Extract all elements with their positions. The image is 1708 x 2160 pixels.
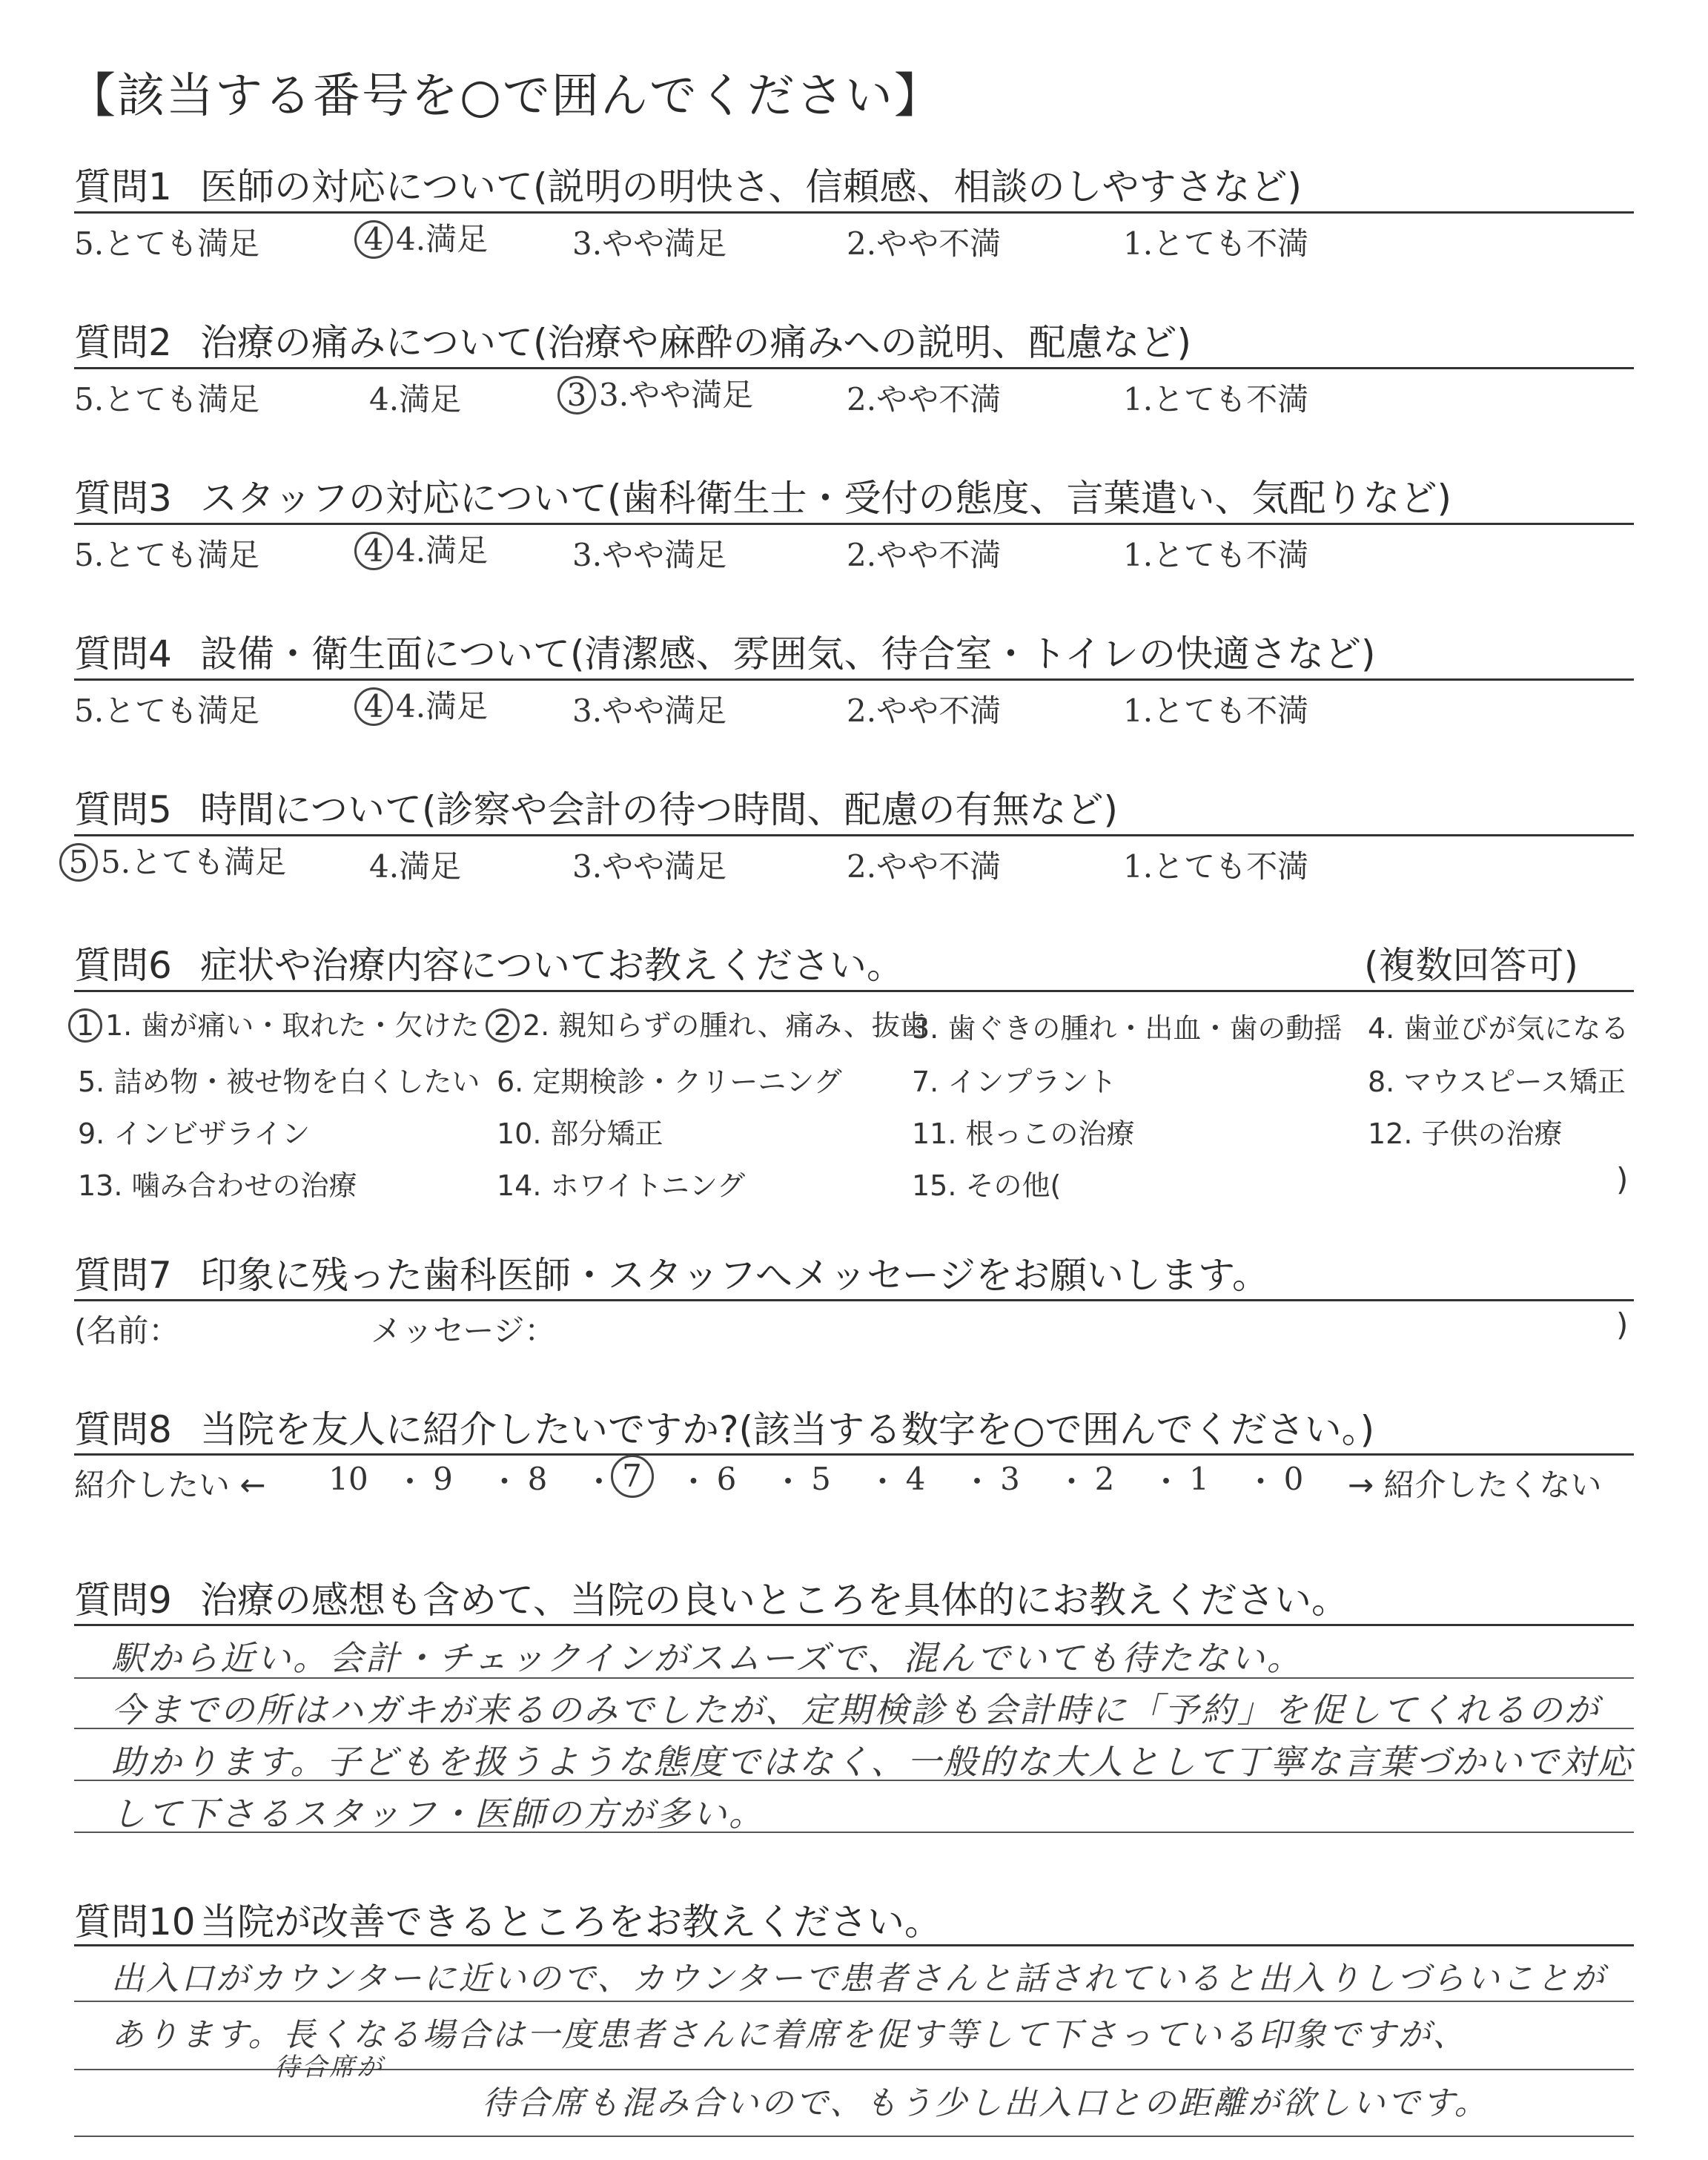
question-text: 治療の痛みについて(治療や麻酔の痛みへの説明、配慮など): [200, 321, 1192, 364]
page-title: 【該当する番号を○で囲んでください】: [68, 69, 943, 124]
question-number: 質問1: [74, 165, 172, 208]
scale-separator: ・: [772, 1464, 804, 1500]
divider: [74, 211, 1634, 214]
q6-item-5[interactable]: 5. 詰め物・被せ物を白くしたい: [78, 1066, 480, 1098]
question-10-title: [74, 1892, 941, 1946]
question-4-title: [74, 624, 1376, 678]
q9-answer-line-1: 駅から近い。会計・チェックインがスムーズで、混んでいても待たない。: [111, 1638, 1303, 1678]
multiple-answers-note: (複数回答可): [1364, 944, 1579, 987]
q6-item-11[interactable]: 11. 根っこの治療: [912, 1117, 1135, 1150]
q1-option-4-selected[interactable]: 4 4.満足: [354, 215, 488, 260]
selection-circle: 4: [354, 532, 393, 570]
divider: [74, 990, 1634, 992]
divider: [74, 523, 1634, 525]
question-text: 当院を友人に紹介したいですか?(該当する数字を○で囲んでください。): [200, 1408, 1375, 1451]
divider: [74, 367, 1634, 369]
scale-value-7[interactable]: [610, 1455, 655, 1498]
q3-option-2[interactable]: 2.やや不満: [847, 537, 1002, 573]
q6-item-7[interactable]: 7. インプラント: [912, 1066, 1117, 1098]
question-6-title: [74, 936, 904, 989]
q1-option-5[interactable]: 5.とても満足: [74, 225, 260, 262]
q3-option-3[interactable]: 3.やや満足: [572, 537, 727, 573]
selection-circle: 4: [354, 220, 393, 259]
divider: [74, 1624, 1634, 1626]
question-text: 設備・衛生面について(清潔感、雰囲気、待合室・トイレの快適さなど): [200, 633, 1376, 676]
scale-separator: ・: [489, 1464, 520, 1500]
scale-value-8[interactable]: 8: [527, 1461, 548, 1497]
question-text: 当院が改善できるところをお教えください。: [200, 1900, 941, 1943]
question-text: 症状や治療内容についてお教えください。: [200, 944, 904, 987]
divider: [74, 1453, 1634, 1456]
q6-item-9[interactable]: 9. インビザライン: [78, 1117, 311, 1150]
scale-separator: ・: [867, 1464, 898, 1500]
message-label: メッセージ：: [371, 1312, 556, 1349]
question-text: 治療の感想も含めて、当院の良いところを具体的にお教えください。: [200, 1579, 1348, 1622]
q6-item-15[interactable]: 15. その他(: [912, 1169, 1062, 1202]
recommend-right-label: → 紹介したくない: [1348, 1467, 1602, 1503]
scale-value-9[interactable]: 9: [433, 1461, 453, 1497]
selection-circle: 5: [59, 843, 98, 882]
q9-answer-line-2: 今までの所はハガキが来るのみでしたが、定期検診も会計時に「予約」を促してくれるのが: [111, 1690, 1601, 1730]
question-number: 質問2: [74, 321, 172, 364]
scale-separator: ・: [961, 1464, 993, 1500]
q4-option-5[interactable]: 5.とても満足: [74, 693, 260, 729]
scale-value-0[interactable]: 0: [1283, 1461, 1304, 1497]
q6-item-10[interactable]: 10. 部分矯正: [497, 1117, 663, 1150]
q5-option-2[interactable]: 2.やや不満: [847, 848, 1002, 885]
question-8-title: [74, 1400, 1374, 1453]
question-number: 質問5: [74, 788, 172, 831]
question-1-title: [74, 157, 1302, 211]
scale-value-2[interactable]: 2: [1094, 1461, 1115, 1497]
q4-option-1[interactable]: 1.とても不満: [1123, 693, 1309, 729]
divider: [74, 1944, 1634, 1946]
scale-value-10[interactable]: 10: [328, 1461, 368, 1497]
q1-option-1[interactable]: 1.とても不満: [1123, 225, 1309, 262]
q1-option-2[interactable]: 2.やや不満: [847, 225, 1002, 262]
q6-item-4[interactable]: 4. 歯並びが気になる: [1368, 1012, 1629, 1045]
answer-line: [74, 2001, 1634, 2002]
q5-option-4[interactable]: 4.満足: [369, 848, 462, 885]
question-5-title: [74, 780, 1118, 833]
question-2-title: [74, 313, 1191, 366]
q2-option-5[interactable]: 5.とても満足: [74, 381, 260, 417]
question-9-title: [74, 1571, 1348, 1624]
scale-value-3[interactable]: 3: [1000, 1461, 1020, 1497]
q6-item-3[interactable]: 3. 歯ぐきの腫れ・出血・歯の動揺: [912, 1012, 1343, 1045]
question-text: スタッフの対応について(歯科衛生士・受付の態度、言葉遣い、気配りなど): [200, 477, 1452, 520]
q2-option-1[interactable]: 1.とても不満: [1123, 381, 1309, 417]
message-close-paren: ): [1616, 1307, 1629, 1343]
q2-option-3-selected[interactable]: 3 3.やや満足: [557, 371, 753, 415]
question-text: 時間について(診察や会計の待つ時間、配慮の有無など): [200, 788, 1119, 831]
q5-option-1[interactable]: 1.とても不満: [1123, 848, 1309, 885]
q5-option-5-selected[interactable]: 5 5.とても満足: [59, 838, 286, 882]
selection-circle: 7: [611, 1455, 654, 1498]
q6-item-8[interactable]: 8. マウスピース矯正: [1368, 1066, 1626, 1098]
question-number: 質問6: [74, 944, 172, 987]
scale-separator: ・: [678, 1464, 709, 1500]
q10-answer-line-1: 出入口がカウンターに近いので、カウンターで患者さんと話されていると出入りしづらいことが: [111, 1960, 1606, 1998]
q4-option-4-selected[interactable]: 4 4.満足: [354, 682, 488, 727]
q3-option-1[interactable]: 1.とても不満: [1123, 537, 1309, 573]
q6-item-14[interactable]: 14. ホワイトニング: [497, 1169, 746, 1202]
scale-separator: ・: [1245, 1464, 1277, 1500]
scale-separator: ・: [1151, 1464, 1182, 1500]
q10-answer-line-3: 待合席も混み合いので、もう少し出入口との距離が欲しいです。: [482, 2084, 1489, 2122]
scale-value-4[interactable]: 4: [905, 1461, 926, 1497]
divider: [74, 834, 1634, 836]
q6-item-12[interactable]: 12. 子供の治療: [1368, 1117, 1563, 1150]
selection-circle: 1: [68, 1008, 102, 1043]
q3-option-5[interactable]: 5.とても満足: [74, 537, 260, 573]
q4-option-3[interactable]: 3.やや満足: [572, 693, 727, 729]
q1-option-3[interactable]: 3.やや満足: [572, 225, 727, 262]
q2-option-4[interactable]: 4.満足: [369, 381, 462, 417]
scale-separator: ・: [583, 1464, 615, 1500]
q9-answer-line-4: して下さるスタッフ・医師の方が多い。: [111, 1794, 765, 1834]
q3-option-4-selected[interactable]: 4 4.満足: [354, 526, 488, 571]
question-number: 質問4: [74, 633, 172, 676]
scale-value-6[interactable]: 6: [716, 1461, 737, 1497]
scale-value-5[interactable]: 5: [811, 1461, 831, 1497]
question-number: 質問9: [74, 1579, 172, 1622]
selection-circle: 3: [557, 376, 596, 415]
q5-option-3[interactable]: 3.やや満足: [572, 848, 727, 885]
recommend-left-label: 紹介したい ←: [74, 1467, 266, 1503]
question-number: 質問7: [74, 1254, 172, 1297]
scale-separator: ・: [394, 1464, 426, 1500]
q9-answer-line-3: 助かります。子どもを扱うような態度ではなく、一般的な大人として丁寧な言葉づかいで対応: [111, 1742, 1634, 1782]
question-7-title: [74, 1246, 1269, 1299]
divider: [74, 1299, 1634, 1301]
name-label: (名前：: [74, 1312, 180, 1349]
answer-line: [74, 2136, 1634, 2137]
q6-other-close-paren: ): [1616, 1161, 1629, 1198]
question-3-title: [74, 469, 1452, 522]
q10-insert-note: 待合席が: [274, 2052, 384, 2082]
q6-item-1-selected[interactable]: 1 1. 歯が痛い・取れた・欠けた: [68, 1003, 479, 1043]
question-number: 質問3: [74, 477, 172, 520]
question-number: 質問10: [74, 1900, 196, 1943]
question-text: 印象に残った歯科医師・スタッフへメッセージをお願いします。: [200, 1254, 1269, 1297]
q6-item-6[interactable]: 6. 定期検診・クリーニング: [497, 1066, 842, 1098]
q6-item-2-selected[interactable]: 2 2. 親知らずの腫れ、痛み、抜歯: [486, 1003, 928, 1043]
selection-circle: 2: [486, 1008, 520, 1043]
q2-option-2[interactable]: 2.やや不満: [847, 381, 1002, 417]
q4-option-2[interactable]: 2.やや不満: [847, 693, 1002, 729]
question-text: 医師の対応について(説明の明快さ、信頼感、相談のしやすさなど): [200, 165, 1302, 208]
selection-circle: 4: [354, 687, 393, 726]
scale-separator: ・: [1056, 1464, 1088, 1500]
question-number: 質問8: [74, 1408, 172, 1451]
q10-answer-line-2: あります。長くなる場合は一度患者さんに着席を促す等して下さっている印象ですが、: [111, 2016, 1468, 2054]
scale-value-1[interactable]: 1: [1189, 1461, 1209, 1497]
q6-item-13[interactable]: 13. 噛み合わせの治療: [78, 1169, 357, 1202]
divider: [74, 678, 1634, 681]
